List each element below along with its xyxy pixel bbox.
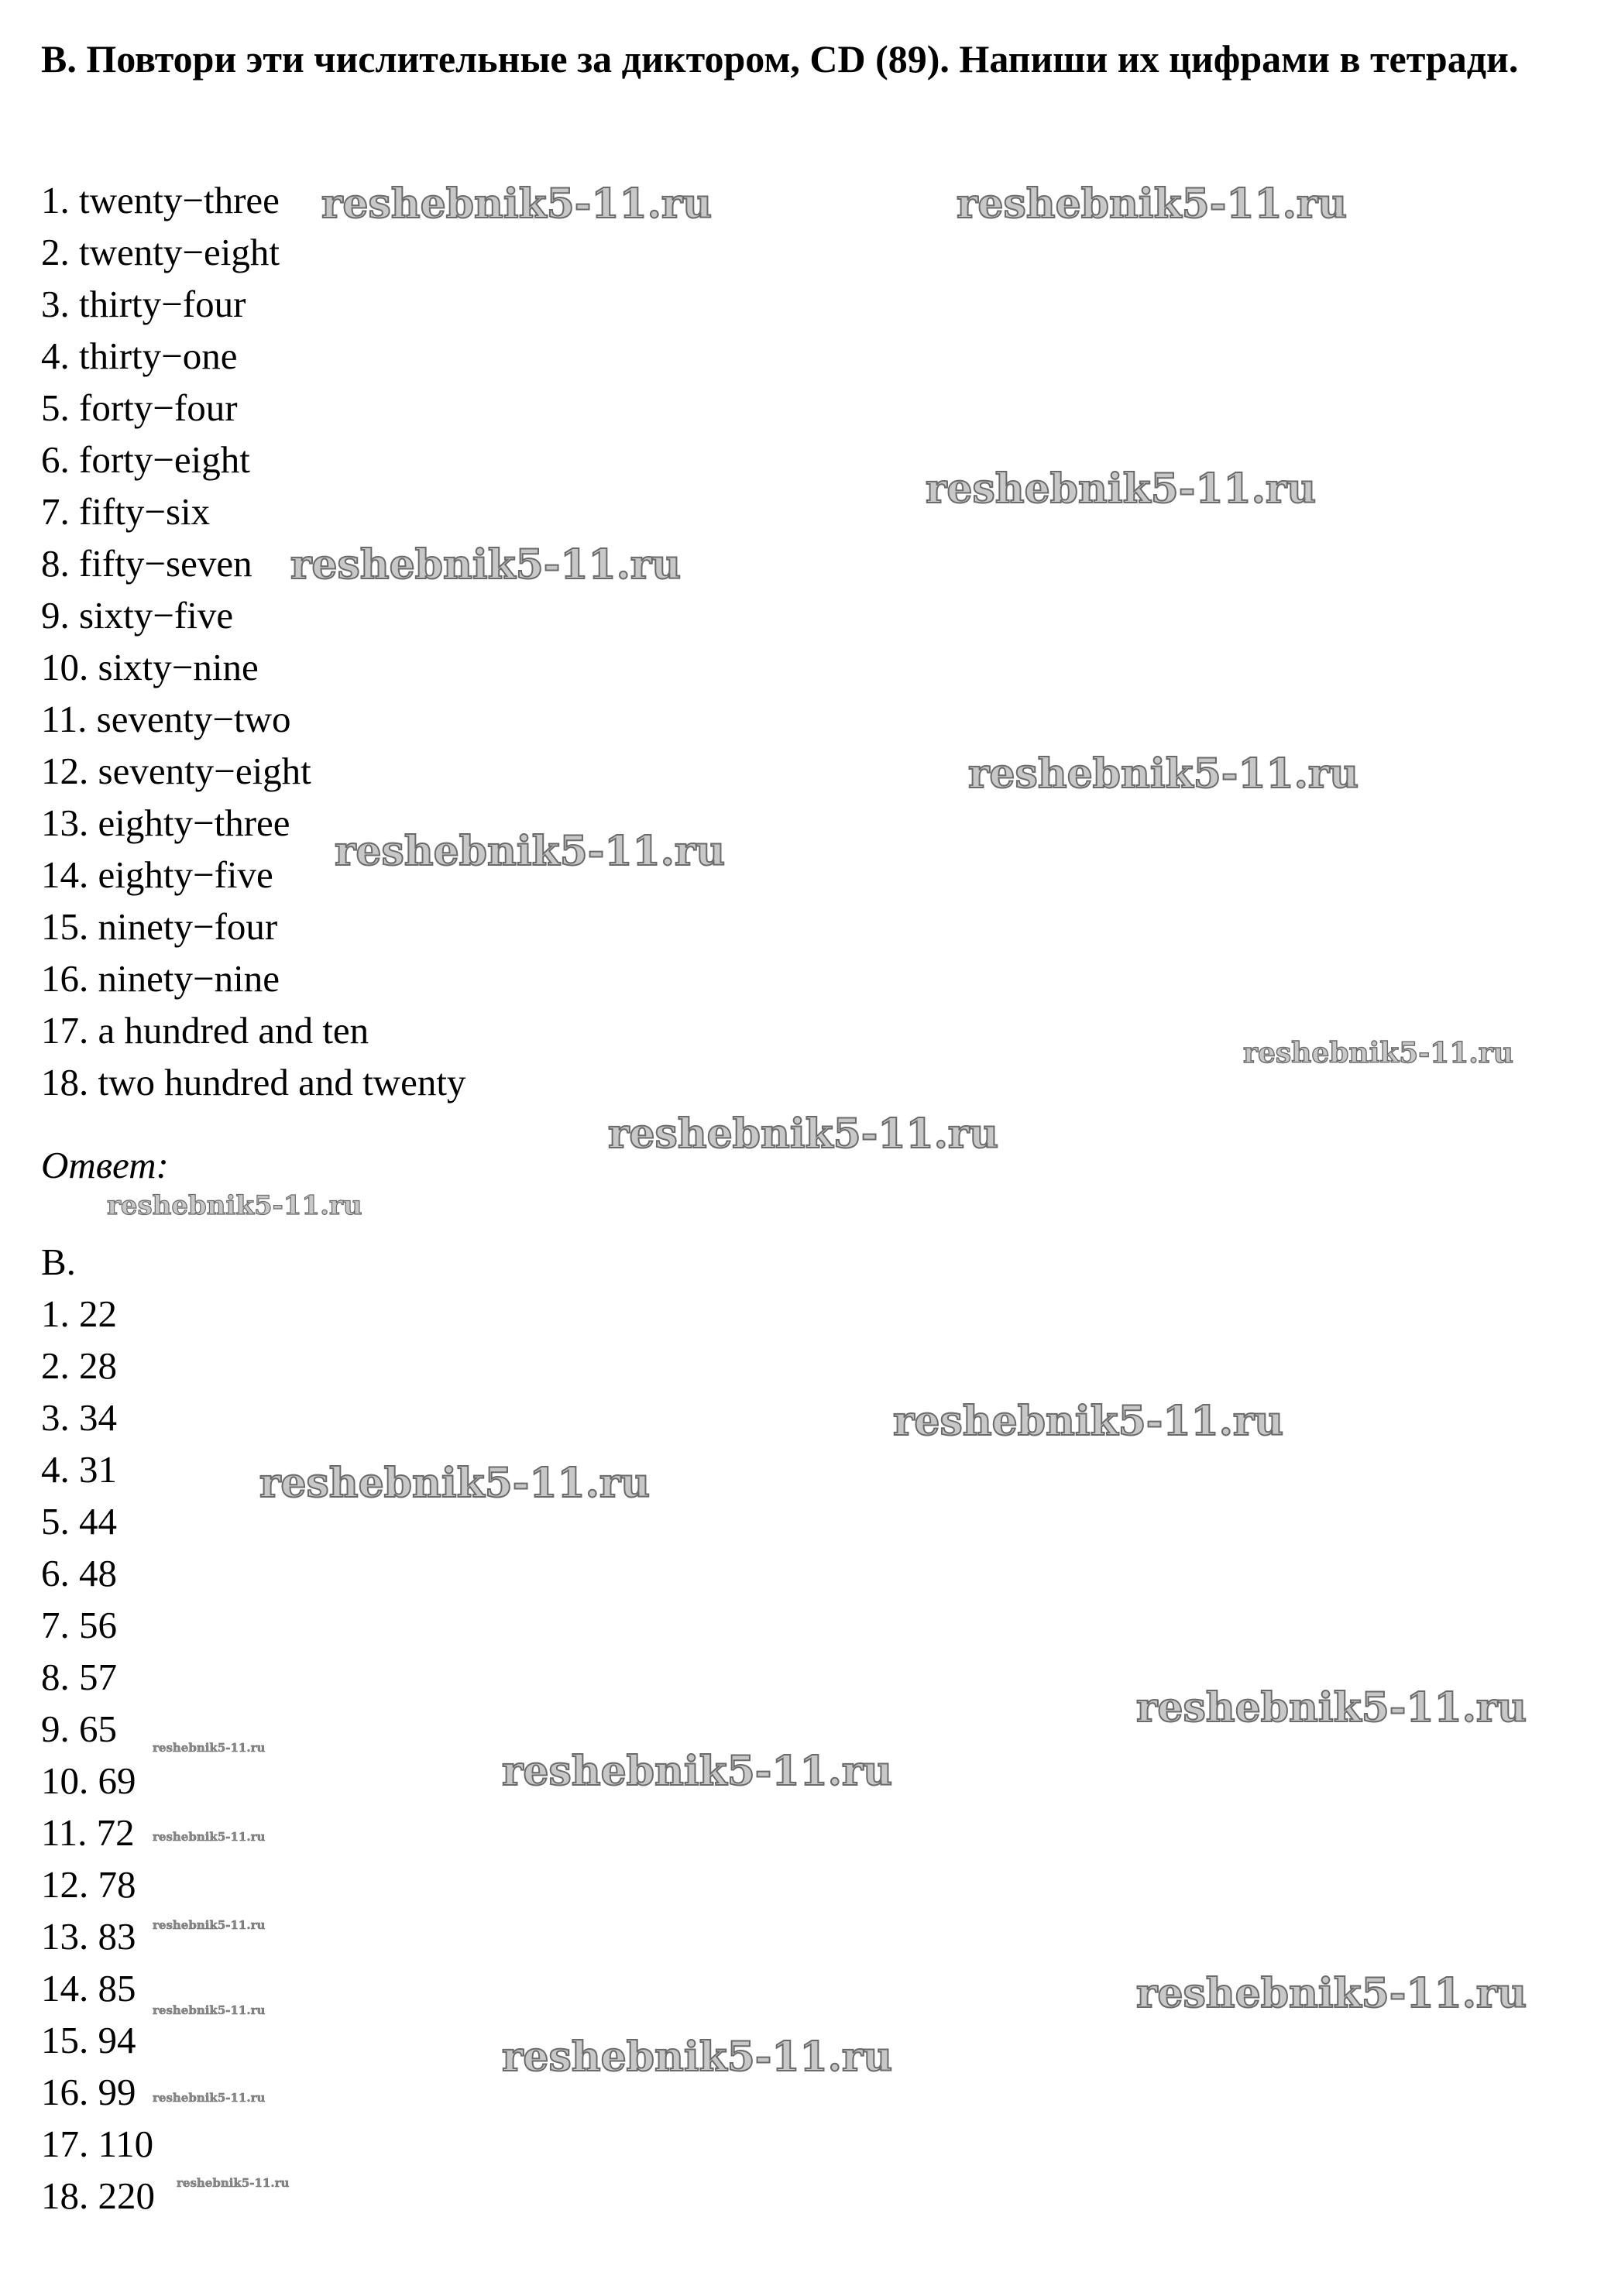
answer-item-14: 14. 85 bbox=[41, 1967, 136, 2009]
watermark: reshebnik5-11.ru bbox=[608, 1110, 999, 1158]
exercise-item-12: 12. seventy−eight bbox=[41, 750, 311, 792]
watermark: reshebnik5-11.ru bbox=[321, 180, 713, 228]
exercise-item-18: 18. two hundred and twenty bbox=[41, 1061, 466, 1103]
answer-item-5: 5. 44 bbox=[41, 1500, 117, 1543]
exercise-item-4: 4. thirty−one bbox=[41, 335, 238, 377]
answer-label: Ответ: bbox=[41, 1144, 169, 1186]
exercise-item-14: 14. eighty−five bbox=[41, 853, 273, 896]
exercise-item-6: 6. forty−eight bbox=[41, 438, 250, 481]
watermark: reshebnik5-11.ru bbox=[1136, 1970, 1527, 2017]
answer-item-7: 7. 56 bbox=[41, 1604, 117, 1646]
watermark-tiny: reshebnik5-11.ru bbox=[177, 2176, 290, 2190]
watermark: reshebnik5-11.ru bbox=[502, 2033, 893, 2081]
exercise-heading: B. Повтори эти числительные за диктором, CD (89). Напиши их цифрами в тетради. bbox=[41, 37, 1519, 81]
watermark: reshebnik5-11.ru bbox=[968, 750, 1359, 798]
exercise-item-17: 17. a hundred and ten bbox=[41, 1009, 369, 1052]
exercise-item-16: 16. ninety−nine bbox=[41, 957, 280, 1000]
watermark-tiny: reshebnik5-11.ru bbox=[153, 1918, 266, 1932]
watermark-tiny: reshebnik5-11.ru bbox=[153, 1741, 266, 1755]
exercise-item-5: 5. forty−four bbox=[41, 386, 238, 429]
answer-item-9: 9. 65 bbox=[41, 1707, 117, 1750]
answer-item-6: 6. 48 bbox=[41, 1552, 117, 1594]
watermark: reshebnik5-11.ru bbox=[107, 1190, 362, 1221]
answer-item-16: 16. 99 bbox=[41, 2071, 136, 2113]
exercise-item-10: 10. sixty−nine bbox=[41, 646, 259, 688]
answer-item-13: 13. 83 bbox=[41, 1915, 136, 1958]
answer-item-3: 3. 34 bbox=[41, 1396, 117, 1439]
watermark: reshebnik5-11.ru bbox=[259, 1460, 651, 1507]
exercise-item-13: 13. eighty−three bbox=[41, 801, 290, 844]
exercise-item-2: 2. twenty−eight bbox=[41, 231, 280, 273]
answer-item-10: 10. 69 bbox=[41, 1759, 136, 1802]
watermark: reshebnik5-11.ru bbox=[335, 828, 726, 875]
watermark: reshebnik5-11.ru bbox=[1136, 1684, 1527, 1731]
answer-item-18: 18. 220 bbox=[41, 2174, 155, 2217]
watermark-tiny: reshebnik5-11.ru bbox=[153, 2091, 266, 2105]
watermark: reshebnik5-11.ru bbox=[290, 541, 682, 589]
exercise-item-7: 7. fifty−six bbox=[41, 490, 211, 533]
answer-item-1: 1. 22 bbox=[41, 1292, 117, 1335]
answer-item-4: 4. 31 bbox=[41, 1448, 117, 1491]
exercise-item-9: 9. sixty−five bbox=[41, 594, 234, 637]
answer-section-label: B. bbox=[41, 1241, 76, 1283]
answer-item-2: 2. 28 bbox=[41, 1344, 117, 1387]
watermark: reshebnik5-11.ru bbox=[957, 180, 1348, 228]
exercise-item-1: 1. twenty−three bbox=[41, 179, 280, 221]
answer-item-17: 17. 110 bbox=[41, 2123, 154, 2165]
watermark: reshebnik5-11.ru bbox=[502, 1748, 893, 1795]
watermark-tiny: reshebnik5-11.ru bbox=[153, 2003, 266, 2017]
watermark: reshebnik5-11.ru bbox=[1243, 1037, 1513, 1069]
exercise-item-8: 8. fifty−seven bbox=[41, 542, 252, 585]
exercise-item-15: 15. ninety−four bbox=[41, 905, 278, 948]
exercise-item-3: 3. thirty−four bbox=[41, 283, 246, 325]
watermark: reshebnik5-11.ru bbox=[926, 465, 1317, 513]
watermark-tiny: reshebnik5-11.ru bbox=[153, 1830, 266, 1844]
answer-item-12: 12. 78 bbox=[41, 1863, 136, 1906]
watermark: reshebnik5-11.ru bbox=[893, 1398, 1284, 1445]
answer-item-11: 11. 72 bbox=[41, 1811, 135, 1854]
answer-item-8: 8. 57 bbox=[41, 1656, 117, 1698]
exercise-item-11: 11. seventy−two bbox=[41, 698, 291, 740]
answer-item-15: 15. 94 bbox=[41, 2019, 136, 2061]
